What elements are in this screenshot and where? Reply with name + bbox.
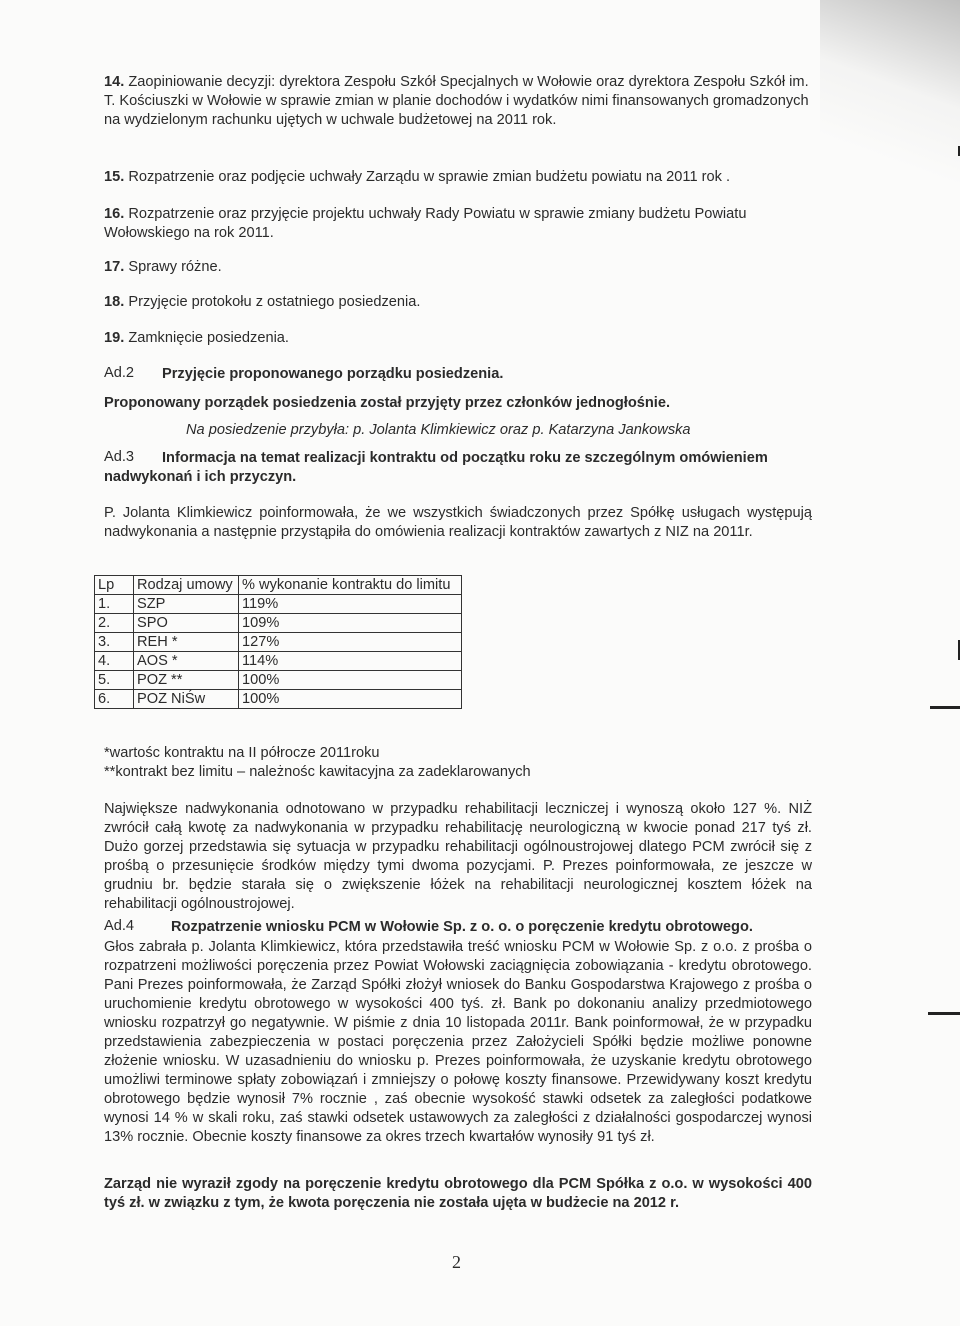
agenda-item-15: 15. Rozpatrzenie oraz podjęcie uchwały Zarządu w sprawie zmian budżetu powiatu na 2011 rok .: [104, 169, 731, 185]
section-ad3-intro: P. Jolanta Klimkiewicz poinformowała, że we wszystkich świadczonych przez Spółkę usługach występują nadwykonania a następnie przystąpiła do omówienia realizacji kontraktów zawartych z NIZ na 2011r.: [104, 505, 812, 540]
table-row: 6. POZ NiŚw 100%: [95, 690, 462, 709]
section-ad3-title: Informacja na temat realizacji kontraktu od początku roku ze szczególnym omówieniem nadwykonań i ich przyczyn.: [104, 450, 768, 485]
footnote-1: *wartośc kontraktu na II półrocze 2011roku: [104, 745, 380, 761]
scan-corner-shadow: [820, 0, 960, 260]
table-header-rodzaj: Rodzaj umowy: [134, 576, 239, 595]
scan-edge-mark: [930, 706, 960, 709]
agenda-item-14: 14. Zaopiniowanie decyzji: dyrektora Zespołu Szkół Specjalnych w Wołowie oraz dyrektora Zespołu Szkół im. T. Kościuszki w Wołowie w sprawie zmian w planie dochodów i wydatków nimi finansowanych gromadzonych na wydzielonym rachunku ujętych w uchwale budżetowej na 2011 rok.: [104, 74, 809, 128]
agenda-item-19: 19. Zamknięcie posiedzenia.: [104, 330, 289, 346]
page-number: 2: [452, 1252, 461, 1272]
paragraph-overexecution: Największe nadwykonania odnotowano w przypadku rehabilitacji leczniczej i wynoszą około 127 %. NIŻ zwrócił całą kwotę za nadwykonania w przypadku rehabilitację neurologiczną w kwocie ponad 217 tyś zł. Dużo gorzej przedstawia się sytuacja w przypadku rehabilitacji ogólnoustrojowej dlatego PCM zwrócił się z prośbą o przesunięcie środków między tymi dwoma pozycjami. P. Prezes poinformowała, ze jeszcze w grudniu br. będzie starała się o zwiększenie łóżek na rehabilitacji neurologicznej kosztem łóżek na rehabilitacji ogólnoustrojowej.: [104, 801, 812, 912]
section-ad3-label: Ad.3: [104, 449, 135, 465]
section-ad4-decision: Zarząd nie wyraził zgody na poręczenie kredytu obrotowego dla PCM Spółka z o.o. w wysokości 400 tyś zł. w związku z tym, że kwota poręczenia nie została ujęta w budżecie na 2012 r.: [104, 1176, 812, 1211]
table-row: 2. SPO 109%: [95, 614, 462, 633]
table-header-wykonanie: % wykonanie kontraktu do limitu: [239, 576, 462, 595]
section-ad4-title: Rozpatrzenie wniosku PCM w Wołowie Sp. z o. o. o poręczenie kredytu obrotowego.: [171, 919, 753, 935]
table-row: 1. SZP 119%: [95, 595, 462, 614]
table-row: 4. AOS * 114%: [95, 652, 462, 671]
section-ad2-attendance: Na posiedzenie przybyła: p. Jolanta Klimkiewicz oraz p. Katarzyna Jankowska: [186, 422, 691, 438]
section-ad4-body: Głos zabrała p. Jolanta Klimkiewicz, która przedstawiła treść wniosku PCM w Wołowie Sp. z o.o. z prośba o rozpatrzeni możliwości poręczenia przez Powiat Wołowski zaciągnięcia zobowiązania - kredytu obrotowego. Pani Prezes poinformowała, że Zarząd Spółki złożył wniosek do Banku Gospodarstwa Krajowego z prośba o uruchomienie kredytu obrotowego w wysokości 400 tyś. zł. Bank po dokonaniu analizy przedmiotowego wniosku rozpatrzył go negatywnie. W piśmie z dnia 10 listopada 2011r. Bank poinformował, że w przypadku przedstawienia zabezpieczenia w postaci poręczenia przez Założycieli Spółki będzie możliwe ponowne złożenie wniosku. W uzasadnieniu do wniosku p. Prezes poinformowała, że uzyskanie kredytu obrotowego umożliwi terminowe spłaty zobowiązań i zmniejszy o połowę koszty finansowe. Przewidywany koszt kredytu obrotowego będzie wynosił 7% rocznie , zaś obecnie wysokość stawki odsetek za zaległości podatkowe wynosi 14 % w skali roku, zaś stawki odsetek ustawowych za zaległości z działalności gospodarczej wynosi 13% rocznie. Obecnie koszty finansowe za okres trzech kwartałów wynosiły 91 tyś zł.: [104, 939, 812, 1145]
table-header-lp: Lp: [95, 576, 134, 595]
contract-table: [94, 575, 462, 709]
table-header-row: [95, 576, 462, 595]
table-row: 5. POZ ** 100%: [95, 671, 462, 690]
agenda-item-17: 17. Sprawy różne.: [104, 259, 222, 275]
section-ad2-statement: Proponowany porządek posiedzenia został przyjęty przez członków jednogłośnie.: [104, 395, 671, 411]
scan-edge-mark: [928, 1012, 960, 1015]
agenda-item-18: 18. Przyjęcie protokołu z ostatniego posiedzenia.: [104, 294, 421, 310]
table-row: 3. REH * 127%: [95, 633, 462, 652]
section-ad2-title: Przyjęcie proponowanego porządku posiedzenia.: [162, 366, 504, 382]
agenda-item-16: 16. Rozpatrzenie oraz przyjęcie projektu uchwały Rady Powiatu w sprawie zmiany budżetu Powiatu Wołowskiego na rok 2011.: [104, 206, 747, 241]
section-ad2-label: Ad.2: [104, 365, 135, 381]
footnote-2: **kontrakt bez limitu – należnośc kawitacyjna za zadeklarowanych: [104, 764, 531, 780]
section-ad4-label: Ad.4: [104, 918, 135, 934]
